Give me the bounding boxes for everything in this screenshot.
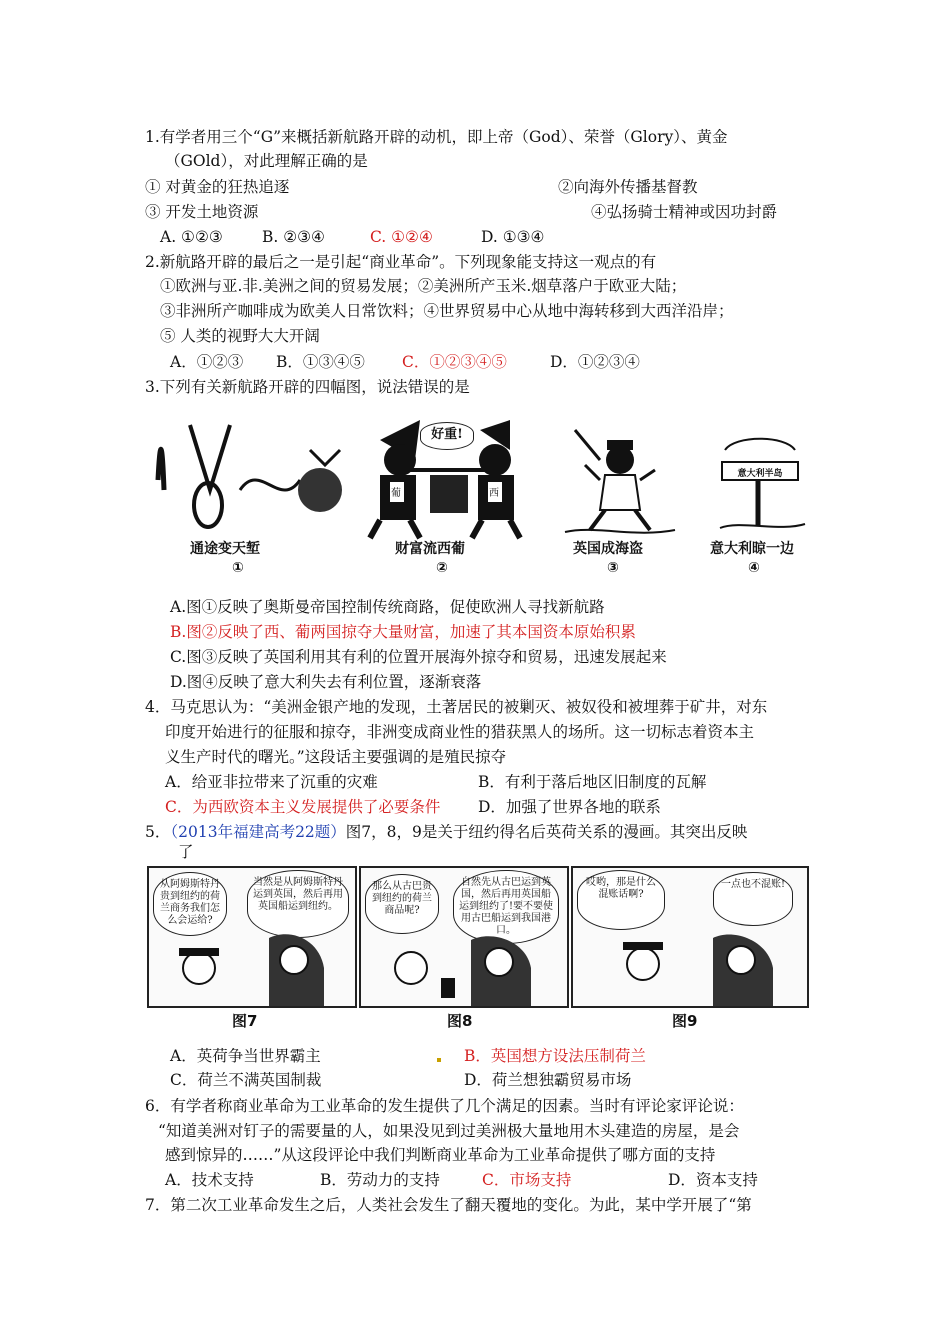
q5-panel-9-bubble-1: 哎哟，那是什么混账话啊? [577,870,665,930]
q4-line1: 4．马克思认为：“美洲金银产地的发现，土著居民的被剿灭、被奴役和被埋葬于矿井，对东 [145,698,768,716]
q4-option-d: D．加强了世界各地的联系 [478,798,661,816]
q3-cartoon-2-caption: 财富流西葡 [395,541,465,557]
q6-option-b: B．劳动力的支持 [320,1171,440,1189]
q3-stem: 3.下列有关新航路开辟的四幅图，说法错误的是 [145,378,470,396]
q2-option-b: B．①③④⑤ [276,353,365,371]
q3-cartoon-4-caption: 意大利晾一边 [710,541,794,557]
q5-stem-line1 [145,822,747,842]
q5-panel-7-label: 图7 [232,1012,258,1030]
scissors-cut-road-drawing [150,420,350,540]
q3-cartoon-3-caption: 英国成海盗 [573,541,643,557]
q5-number: 5． [145,823,171,841]
q6-line2: “知道美洲对钉子的需要量的人，如果没见到过美洲极大量地用木头建造的房屋，是会 [158,1122,740,1140]
q3-cartoon-2-number: ② [436,560,448,576]
q3-cartoon-1-number: ① [232,560,244,576]
q4-line2: 印度开始进行的征服和掠夺，非洲变成商业性的猎获黑人的场所。这一切标志着资本主 [165,723,755,741]
q6-option-c-answer: C．市场支持 [482,1171,572,1189]
q5-comic-panel-9 [571,866,809,1008]
q3-cartoon-2-speech-bubble: 好重! [420,422,474,450]
q3-cartoon-2-sign-right: 西 [489,488,499,499]
q1-stem-line1: 1.有学者用三个“G”来概括新航路开辟的动机，即上帝（God）、荣誉（Glory）、黄金 [145,128,728,146]
pirate-with-sword-drawing [545,420,685,540]
q1-option-b: B. ②③④ [262,228,325,246]
q4-option-c-answer: C．为西欧资本主义发展提供了必要条件 [165,798,441,816]
q5-comic-panel-8 [359,866,569,1008]
q2-option-a: A．①②③ [170,353,244,371]
q4-option-a: A．给亚非拉带来了沉重的灾难 [165,773,378,791]
q1-item-4: ④弘扬骑士精神或因功封爵 [591,203,778,221]
q6-line1: 6．有学者称商业革命为工业革命的发生提供了几个满足的因素。当时有评论家评论说： [145,1097,744,1115]
q5-panel-9-bubble-2: 一点也不混账! [713,872,793,926]
q3-cartoon-4-sign-text: 意大利半岛 [737,469,783,479]
q5-panel-8-label: 图8 [447,1012,473,1030]
signpost-drawing [700,420,820,540]
q3-cartoon-4 [700,420,820,590]
q3-option-b-answer: B.图②反映了西、葡两国掠夺大量财富，加速了其本国资本原始积累 [170,623,636,641]
q2-line3: ⑤ 人类的视野大大开阔 [160,327,320,345]
q2-line1: ①欧洲与亚.非.美洲之间的贸易发展；②美洲所产玉米.烟草落户于欧亚大陆； [160,277,687,295]
q7-line1: 7．第二次工业革命发生之后，人类社会发生了翻天覆地的变化。为此，某中学开展了“第 [145,1196,752,1214]
q6-line3: 感到惊异的……”从这段评论中我们判断商业革命为工业革命提供了哪方面的支持 [165,1146,716,1164]
q6-option-d: D．资本支持 [668,1171,758,1189]
q5-stem-line2: 了 [178,843,194,861]
q3-cartoon-1-caption: 通途变天堑 [190,541,260,557]
q5-comic-panel-7 [147,866,357,1008]
q5-panel-7-bubble-1: 从阿姆斯特丹贵到纽约的荷兰商务我们怎么会运给? [153,872,227,936]
yellow-dot-mark [437,1058,441,1062]
q5-panel-8-figures [361,868,567,1006]
q1-option-c-answer: C. ①②④ [370,228,433,246]
q3-option-a: A.图①反映了奥斯曼帝国控制传统商路，促使欧洲人寻找新航路 [170,598,605,616]
q5-panel-8-bubble-2: 自然先从古巴运到英国，然后再用英国船运到纽约了!要不要使用古巴船运到我国港口。 [453,870,559,944]
q5-option-b-answer: B．英国想方设法压制荷兰 [464,1047,646,1065]
q3-cartoon-4-number: ④ [748,560,760,576]
q5-panel-9-label: 图9 [672,1012,698,1030]
q3-option-c: C.图③反映了英国利用其有利的位置开展海外掠夺和贸易，迅速发展起来 [170,648,667,666]
q2-stem: 2.新航路开辟的最后之一是引起“商业革命”。下列现象能支持这一观点的有 [145,253,657,271]
q5-panel-9-figures [573,868,807,1006]
q5-panel-7-bubble-2: 当然是从阿姆斯特丹运到英国，然后再用英国船运到纽约。 [247,870,349,938]
q1-stem-line2: （GOld），对此理解正确的是 [165,152,368,170]
q5-stem-text: 图7，8，9是关于纽约得名后英荷关系的漫画。其突出反映 [345,823,748,841]
q4-option-b: B．有利于落后地区旧制度的瓦解 [478,773,707,791]
q5-option-a: A．英荷争当世界霸主 [170,1047,321,1065]
q1-item-1: ① 对黄金的狂热追逐 [145,178,290,196]
q3-cartoon-3-number: ③ [607,560,619,576]
q5-panel-8-bubble-1: 那么从古巴贵到纽约的荷兰商品呢? [365,874,439,934]
q2-line2: ③非洲所产咖啡成为欧美人日常饮料；④世界贸易中心从地中海转移到大西洋沿岸； [160,302,734,320]
q2-option-d: D．①②③④ [550,353,640,371]
q1-item-2: ②向海外传播基督教 [558,178,698,196]
q6-option-a: A．技术支持 [165,1171,254,1189]
q4-line3: 义生产时代的曙光。”这段话主要强调的是殖民掠夺 [165,748,507,766]
q5-panel-7-figures [149,868,355,1006]
q3-cartoon-3 [545,420,685,590]
q1-option-d: D. ①③④ [481,228,545,246]
q5-option-c: C．荷兰不满英国制裁 [170,1071,322,1089]
q5-source: （2013年福建高考22题） [170,823,346,841]
q1-option-a: A. ①②③ [160,228,223,246]
q1-item-3: ③ 开发土地资源 [145,203,259,221]
q3-cartoon-1 [150,420,350,590]
q3-option-d: D.图④反映了意大利失去有利位置，逐渐衰落 [170,673,482,691]
q5-option-d: D．荷兰想独霸贸易市场 [464,1071,632,1089]
q3-cartoon-2-sign-left: 葡 [391,488,401,499]
q3-cartoon-2 [360,420,530,590]
q2-option-c-answer: C．①②③④⑤ [402,353,507,371]
